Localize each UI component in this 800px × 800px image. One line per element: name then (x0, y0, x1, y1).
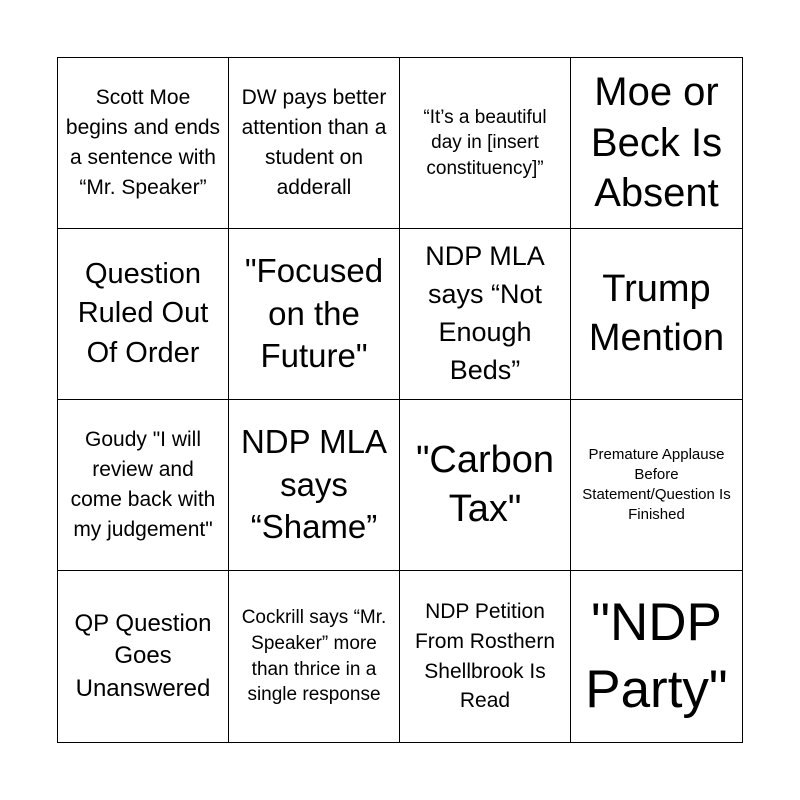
bingo-cell[interactable] (571, 400, 742, 571)
bingo-cell-text: Trump Mention (588, 267, 725, 359)
bingo-cell-text: NDP Petition From Rosthern Shellbrook Is Read (414, 599, 556, 713)
bingo-cell[interactable] (400, 571, 571, 742)
bingo-cell-text: NDP MLA says “Not Enough Beds” (425, 241, 545, 385)
bingo-board (57, 57, 743, 743)
bingo-cell[interactable] (571, 571, 742, 742)
bingo-cell[interactable] (58, 58, 229, 229)
bingo-cell[interactable] (58, 571, 229, 742)
bingo-cell-text: Goudy "I will review and come back with my judgement" (70, 428, 216, 541)
bingo-cell-text: "Carbon Tax" (415, 438, 555, 530)
bingo-cell[interactable] (58, 229, 229, 400)
bingo-cell[interactable] (400, 229, 571, 400)
bingo-cell[interactable] (229, 58, 400, 229)
bingo-cell-text: "Focused on the Future" (244, 251, 384, 375)
bingo-cell[interactable] (400, 58, 571, 229)
bingo-cell-text: DW pays better attention than a student on adderall (241, 86, 387, 199)
bingo-cell[interactable] (229, 400, 400, 571)
bingo-cell-text: “It’s a beautiful day in [insert constituency]” (423, 106, 547, 179)
bingo-cell[interactable] (229, 571, 400, 742)
bingo-cell[interactable] (229, 229, 400, 400)
bingo-cell-text: Moe or Beck Is Absent (590, 69, 723, 216)
bingo-cell[interactable] (400, 400, 571, 571)
bingo-cell[interactable] (571, 58, 742, 229)
bingo-cell-text: Question Ruled Out Of Order (77, 258, 209, 369)
bingo-cell-text: "NDP Party" (585, 593, 728, 719)
bingo-cell-text: Scott Moe begins and ends a sentence with “Mr. Speaker” (65, 86, 221, 199)
bingo-cell-text: Cockrill says “Mr. Speaker” more than thrice in a single response (241, 607, 387, 706)
bingo-cell-text: Premature Applause Before Statement/Question Is Finished (582, 445, 731, 524)
bingo-cell-text: NDP MLA says “Shame” (240, 422, 388, 546)
bingo-cell-text: QP Question Goes Unanswered (74, 609, 212, 702)
bingo-cell[interactable] (58, 400, 229, 571)
bingo-cell[interactable] (571, 229, 742, 400)
